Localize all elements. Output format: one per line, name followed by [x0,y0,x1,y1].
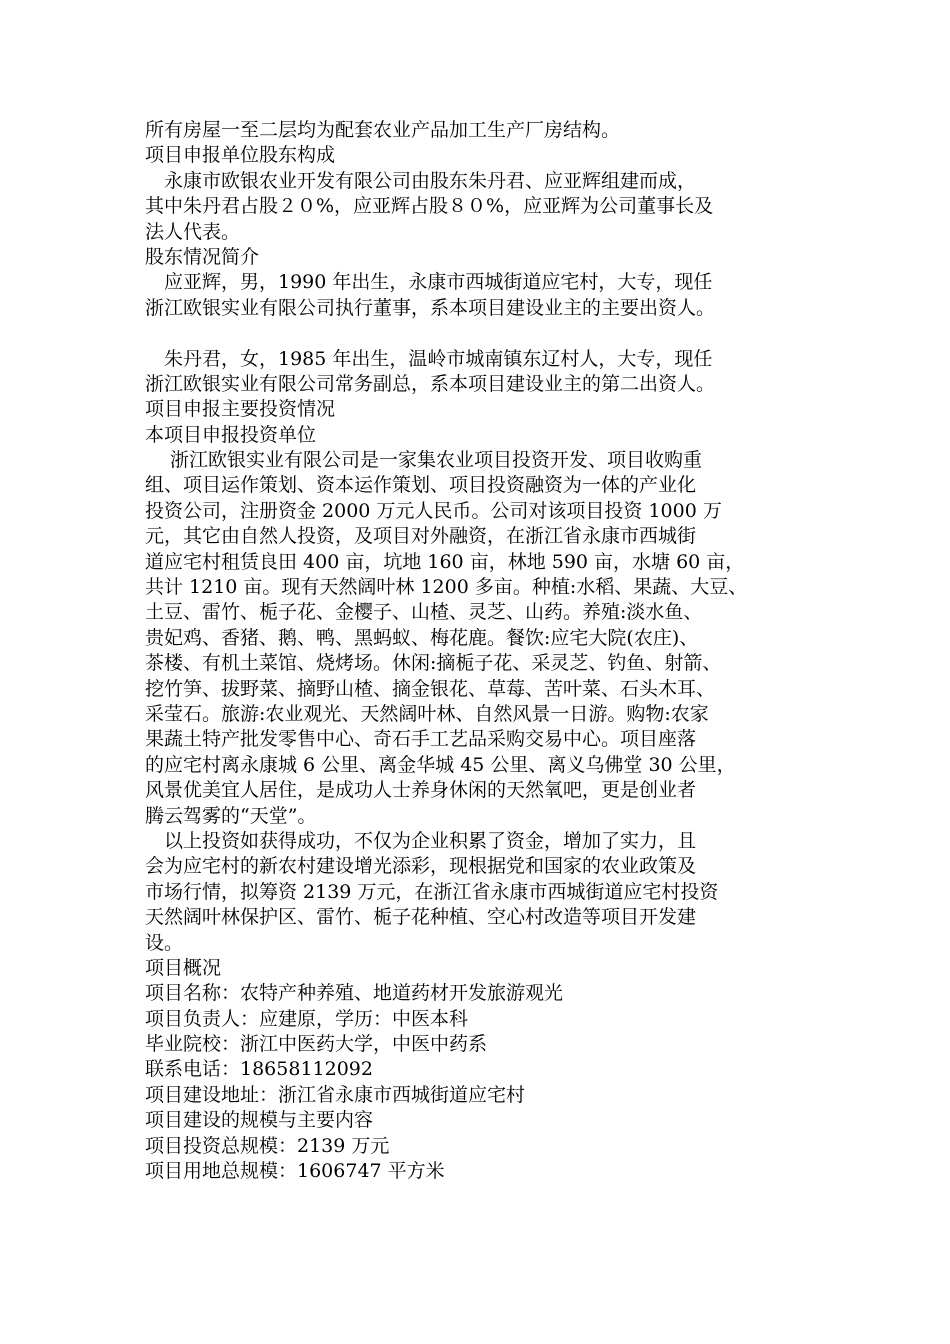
text-line: 贵妃鸡、香猪、鹅、鸭、黑蚂蚁、梅花鹿。餐饮:应宅大院(农庄)、 [145,626,699,649]
text-line: 其中朱丹君占股２０%，应亚辉占股８０%，应亚辉为公司董事长及 [145,195,714,218]
text-line: 项目概况 [145,956,222,979]
text-line: 组、项目运作策划、资本运作策划、项目投资融资为一体的产业化 [145,474,697,497]
text-line: 项目建设的规模与主要内容 [145,1109,374,1132]
text-line: 道应宅村租赁良田 400 亩，坑地 160 亩，林地 590 亩，水塘 60 亩， [145,550,745,573]
text-line: 市场行情，拟筹资 2139 万元，在浙江省永康市西城街道应宅村投资 [145,880,719,903]
text-line: 项目用地总规模：1606747 平方米 [145,1160,445,1183]
text-line: 法人代表。 [145,220,241,243]
text-line: 会为应宅村的新农村建设增光添彩，现根据党和国家的农业政策及 [145,855,697,878]
text-line: 腾云驾雾的“天堂”。 [145,804,317,827]
text-line: 浙江欧银实业有限公司是一家集农业项目投资开发、项目收购重 [145,449,703,472]
text-line: 土豆、雷竹、栀子花、金樱子、山楂、灵芝、山药。养殖:淡水鱼、 [145,601,703,624]
text-line: 天然阔叶林保护区、雷竹、栀子花种植、空心村改造等项目开发建 [145,906,697,929]
shareholder-section [145,118,830,321]
text-line: 项目申报单位股东构成 [145,144,336,167]
text-line: 共计 1210 亩。现有天然阔叶林 1200 多亩。种植:水稻、果蔬、大豆、 [145,576,748,599]
text-line: 毕业院校：浙江中医药大学，中医中药系 [145,1033,488,1056]
text-line: 设。 [145,931,184,954]
text-line: 永康市欧银农业开发有限公司由股东朱丹君、应亚辉组建而成， [145,169,697,192]
text-line: 联系电话：18658112092 [145,1058,373,1081]
text-line: 项目建设地址：浙江省永康市西城街道应宅村 [145,1083,526,1106]
text-line: 以上投资如获得成功，不仅为企业积累了资金，增加了实力，且 [145,829,697,852]
document-page [145,118,830,1184]
text-line: 所有房屋一至二层均为配套农业产品加工生产厂房结构。 [145,119,621,141]
text-line: 项目申报主要投资情况 [145,398,336,421]
text-line: 挖竹笋、拔野菜、摘野山楂、摘金银花、草莓、苦叶菜、石头木耳、 [145,677,716,700]
text-line: 朱丹君，女，1985 年出生，温岭市城南镇东辽村人，大专，现任 [145,347,713,370]
text-line: 的应宅村离永康城 6 公里、离金华城 45 公里、离义乌佛堂 30 公里， [145,753,736,776]
text-line: 浙江欧银实业有限公司常务副总，系本项目建设业主的第二出资人。 [145,372,716,395]
text-line: 浙江欧银实业有限公司执行董事，系本项目建设业主的主要出资人。 [145,296,716,319]
paragraph-gap [145,321,830,346]
investment-section [145,347,830,1185]
text-line: 项目名称：农特产种养殖、地道药材开发旅游观光 [145,982,564,1005]
text-line: 应亚辉，男，1990 年出生，永康市西城街道应宅村，大专，现任 [145,271,713,294]
text-line: 果蔬土特产批发零售中心、奇石手工艺品采购交易中心。项目座落 [145,728,697,751]
text-line: 茶楼、有机土菜馆、烧烤场。休闲:摘栀子花、采灵芝、钓鱼、射箭、 [145,652,722,675]
text-line: 本项目申报投资单位 [145,423,317,446]
text-line: 股东情况简介 [145,245,260,268]
text-line: 采莹石。旅游:农业观光、天然阔叶林、自然风景一日游。购物:农家 [145,702,709,725]
text-line: 元，其它由自然人投资，及项目对外融资，在浙江省永康市西城街 [145,525,697,548]
text-line: 项目负责人：应建原，学历：中医本科 [145,1007,469,1030]
text-line: 项目投资总规模：2139 万元 [145,1134,390,1157]
text-line: 风景优美宜人居住，是成功人士养身休闲的天然氧吧，更是创业者 [145,779,697,802]
text-line: 投资公司，注册资金 2000 万元人民币。公司对该项目投资 1000 万 [145,499,722,522]
